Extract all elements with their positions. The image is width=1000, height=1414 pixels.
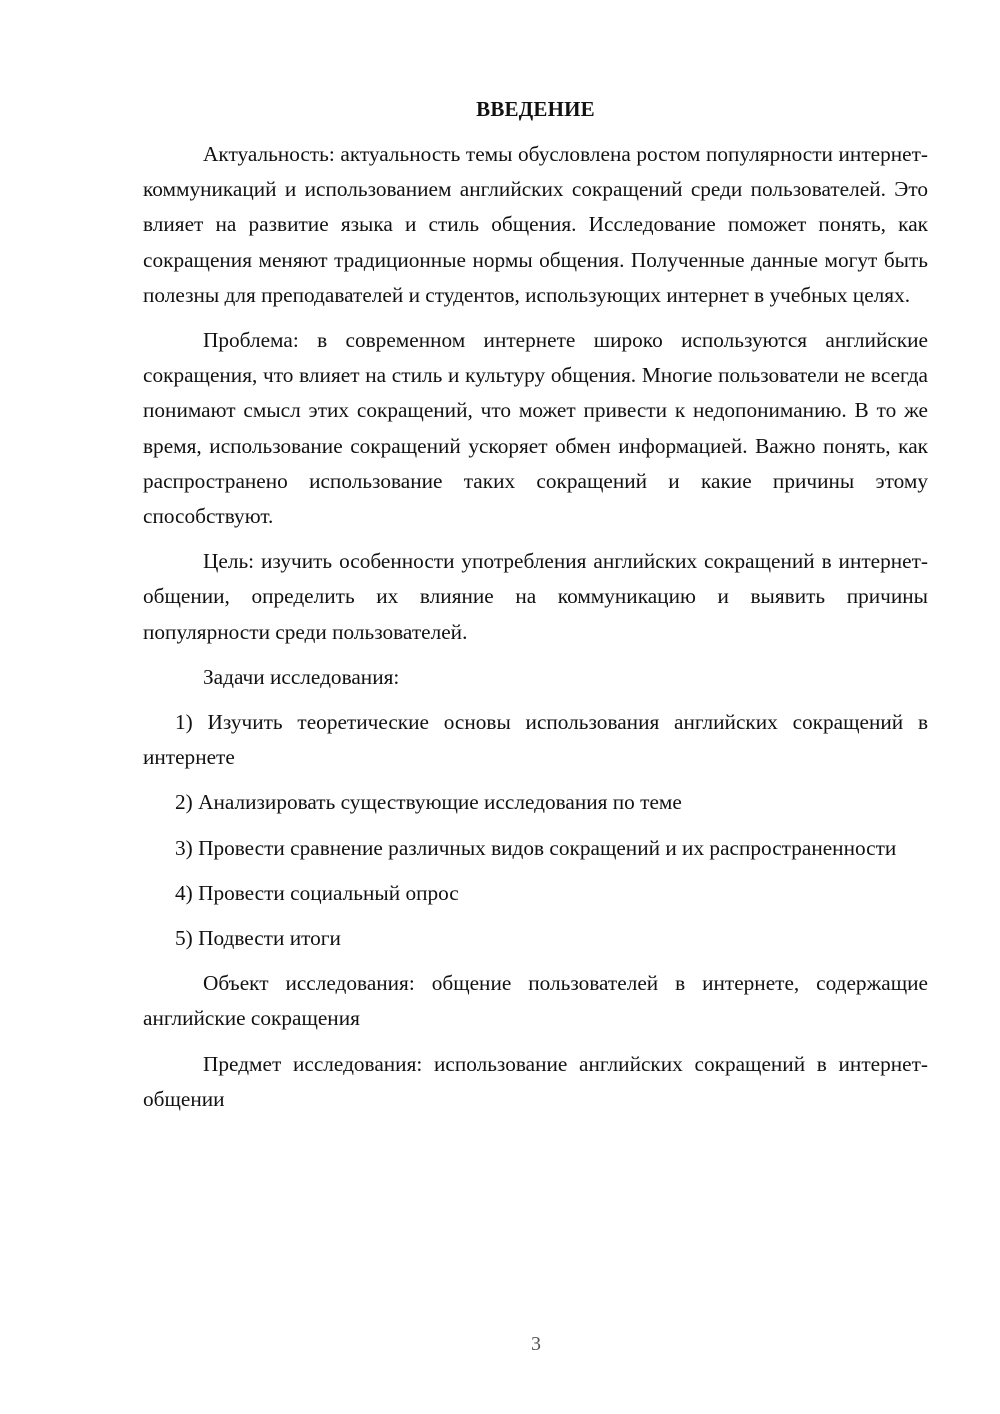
task-item-2: 2) Анализировать существующие исследования по теме [175,790,682,815]
task-item-4: 4) Провести социальный опрос [175,880,459,905]
document-page [143,92,928,1127]
paragraph-relevance: Актуальность: актуальность темы обусловлена ростом популярности интернет-коммуникаций и использованием английских сокращений среди пользователей. Это влияет на развитие языка и стиль общения. Исследование поможет понять, как сокращения меняют традиционные нормы общения. Полученные данные могут быть полезны для преподавателей и студентов, использующих интернет в учебных целях. [143,142,928,307]
task-item-3: 3) Провести сравнение различных видов сокращений и их распространенности [175,835,897,860]
paragraph-problem: Проблема: в современном интернете широко используются английские сокращения, что влияет на стиль и культуру общения. Многие пользователи не всегда понимают смысл этих сокращений, что может привести к недопониманию. В то же время, использование сокращений ускоряет обмен информацией. Важно понять, как распространено использование таких сокращений и какие причины этому способствуют. [143,328,928,529]
task-item-5: 5) Подвести итоги [175,926,341,951]
task-item-1: 1) Изучить теоретические основы использования английских сокращений в интернете [143,710,928,770]
paragraph-subject: Предмет исследования: использование английских сокращений в интернет-общении [143,1051,928,1111]
paragraph-tasks-heading: Задачи исследования: [203,664,400,689]
paragraph-goal: Цель: изучить особенности употребления английских сокращений в интернет-общении, определить их влияние на коммуникацию и выявить причины популярности среди пользователей. [143,549,928,644]
paragraph-object: Объект исследования: общение пользователей в интернете, содержащие английские сокращения [143,971,928,1031]
section-title: ВВЕДЕНИЕ [476,97,595,121]
page-number: 3 [531,1333,541,1355]
